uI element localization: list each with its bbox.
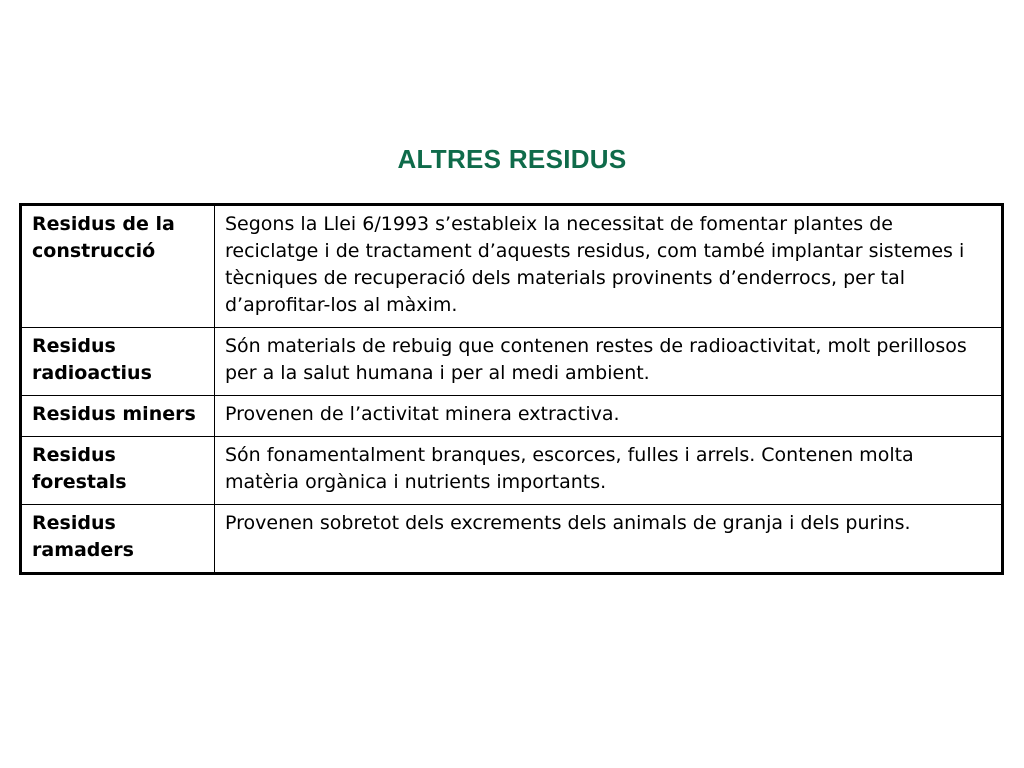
table-row	[21, 437, 1003, 505]
row-description: Són fonamentalment branques, escorces, fulles i arrels. Contenen molta matèria orgànica i nutrients importants.	[215, 437, 1003, 505]
row-category: Residus miners	[21, 396, 215, 437]
table-row	[21, 505, 1003, 574]
row-category: Residus radioactius	[21, 328, 215, 396]
table-row	[21, 205, 1003, 328]
row-description: Segons la Llei 6/1993 s’estableix la necessitat de fomentar plantes de reciclatge i de tractament d’aquests residus, com també implantar sistemes i tècniques de recuperació dels materials provinents d’enderrocs, per tal d’aprofitar-los al màxim.	[215, 205, 1003, 328]
table-row	[21, 396, 1003, 437]
row-description: Provenen de l’activitat minera extractiva.	[215, 396, 1003, 437]
row-description: Provenen sobretot dels excrements dels animals de granja i dels purins.	[215, 505, 1003, 574]
table-row	[21, 328, 1003, 396]
row-description: Són materials de rebuig que contenen restes de radioactivitat, molt perillosos per a la salut humana i per al medi ambient.	[215, 328, 1003, 396]
residus-table	[19, 203, 1004, 575]
row-category: Residus forestals	[21, 437, 215, 505]
page-title: ALTRES RESIDUS	[397, 144, 627, 174]
row-category: Residus de la construcció	[21, 205, 215, 328]
row-category: Residus ramaders	[21, 505, 215, 574]
